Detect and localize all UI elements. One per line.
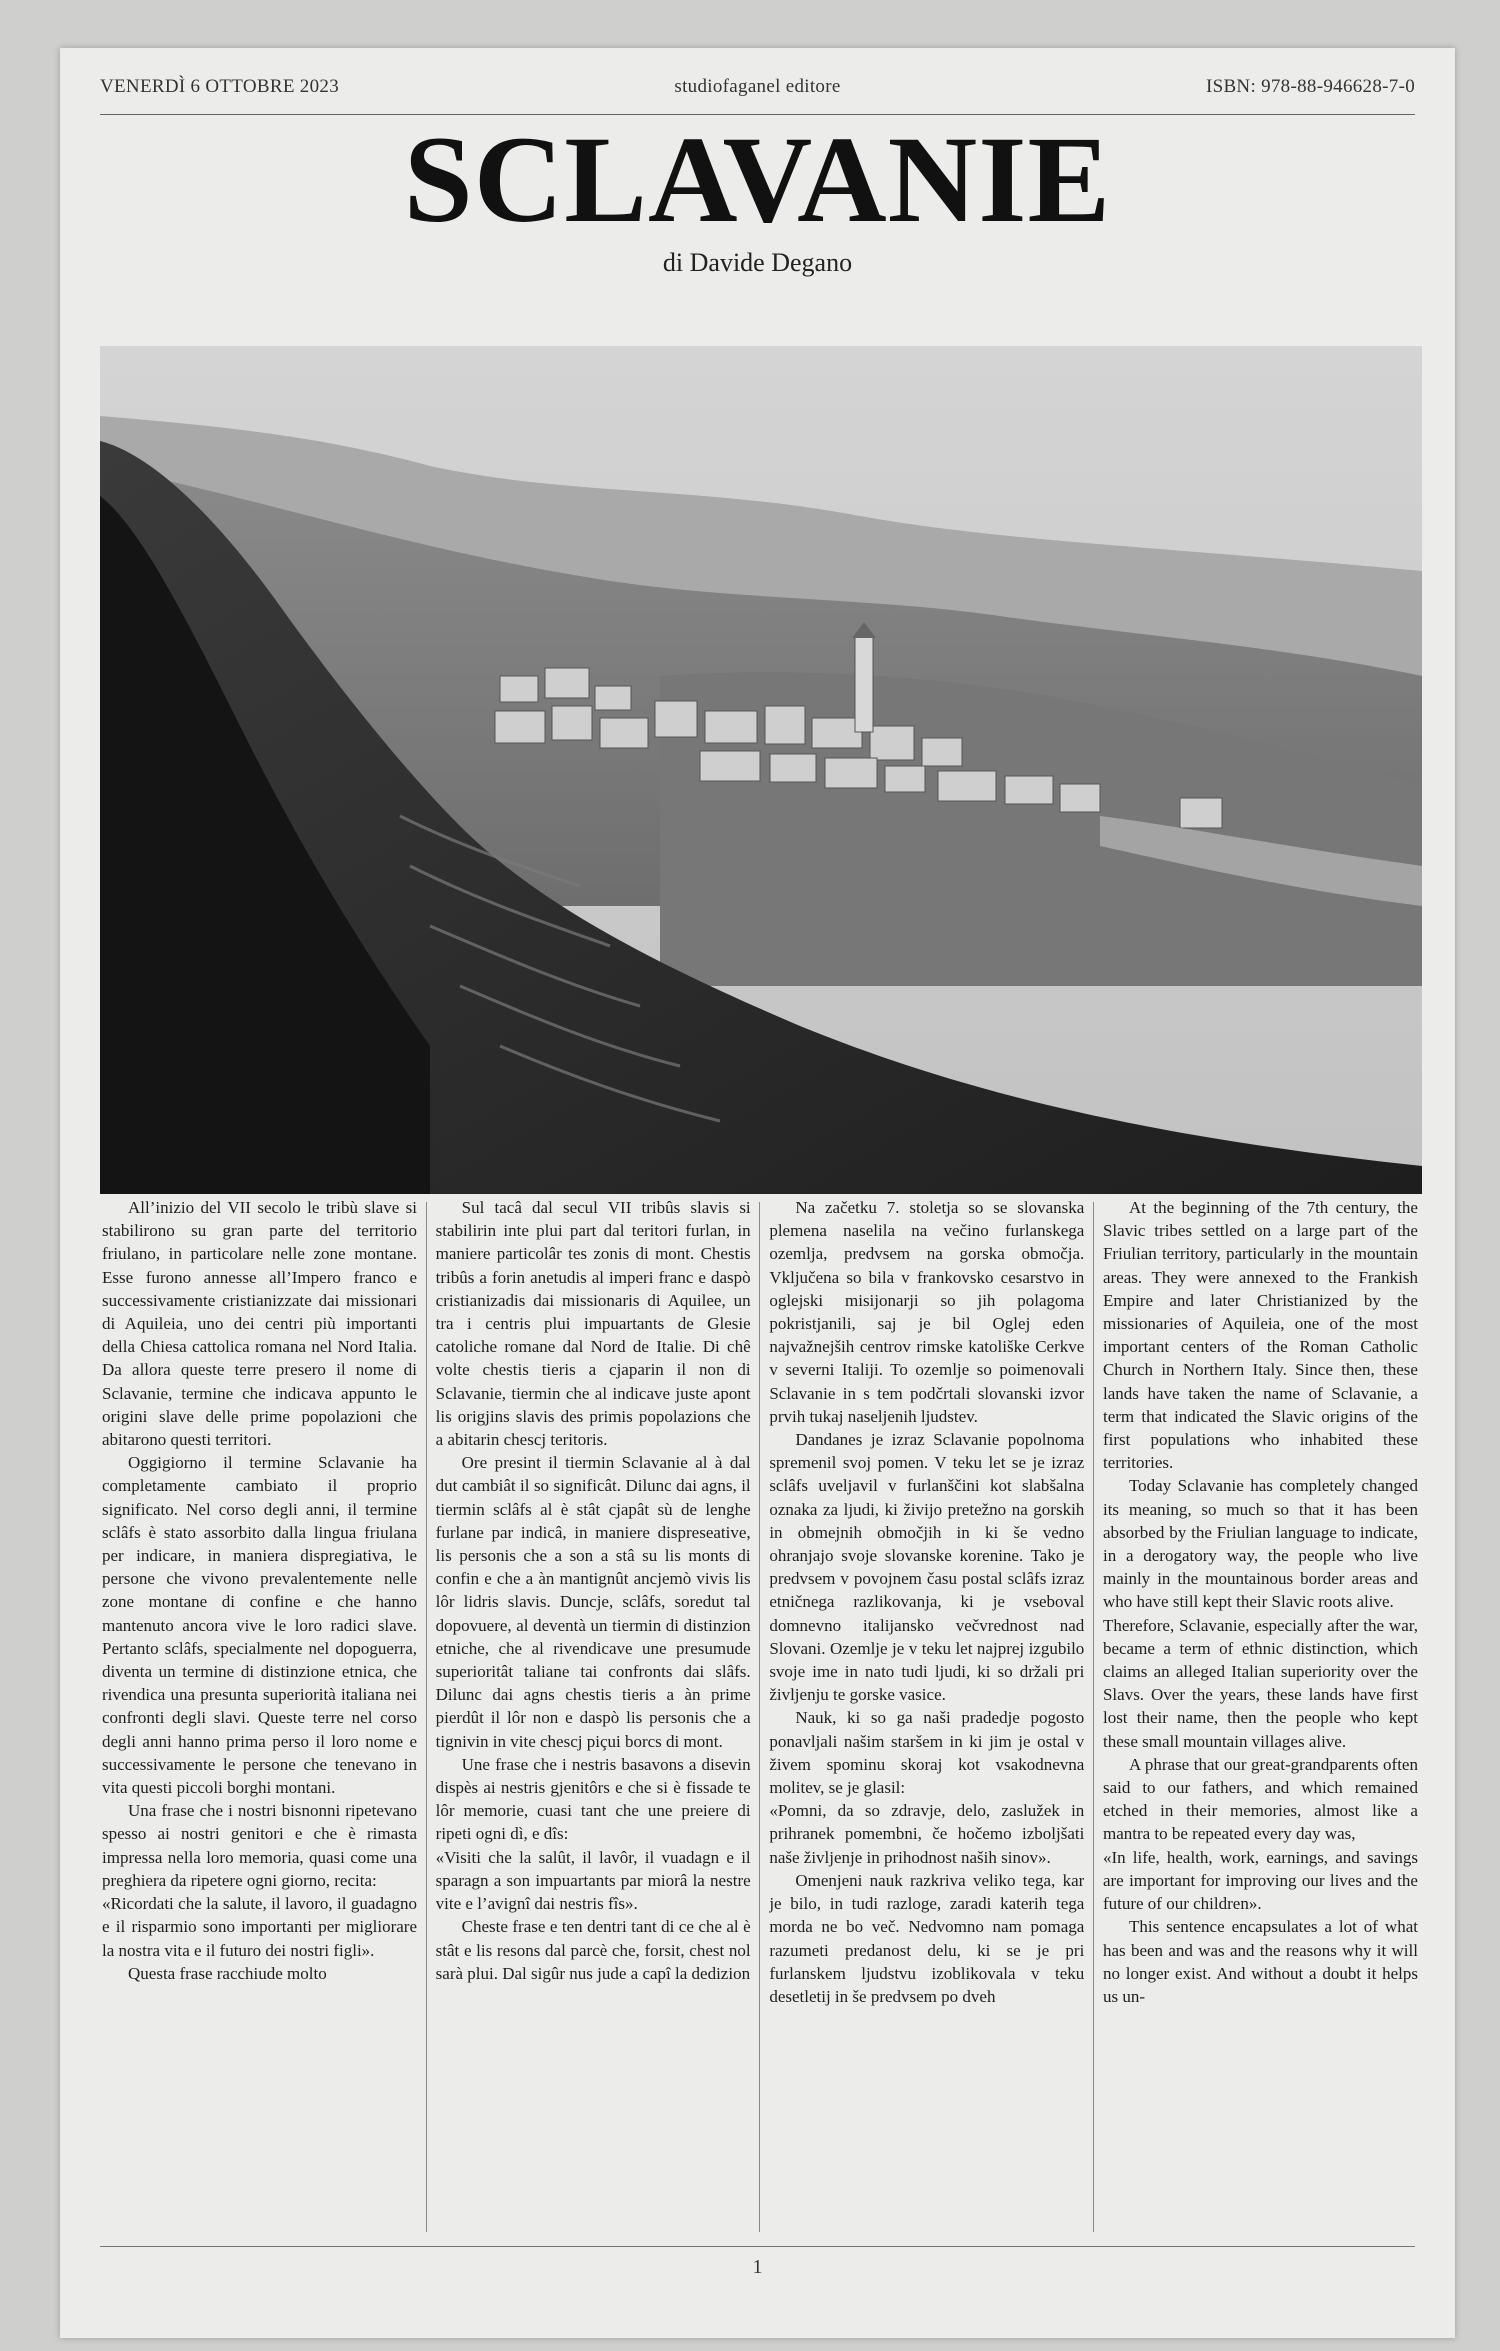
quote-paragraph: «Visiti che la salût, il lavôr, il vuadagn e il sparagn a son impuartants par miorâ la nestre vite e l’avignî dai nestris fîs». — [435, 1847, 751, 1914]
paragraph: Omenjeni nauk razkriva veliko tega, kar je bilo, in tudi razloge, zaradi katerih tega morda ne bo več. Nedvomno nam pomaga razumeti predanost delu, ki se je pri furlanskem ljudstvu izoblikovala v teku desetletij in še predvsem po dveh — [769, 1870, 1085, 2006]
paragraph: All’inizio del VII secolo le tribù slave si stabilirono su gran parte del territorio friulano, in particolare nelle zone montane. Esse furono annesse all’Impero franco e successivamente cristianizzate dai missionari di Aquileia, uno dei centri più importanti della Chiesa cattolica romana nel Nord Italia. Da allora queste terre presero il nome di Sclavanie, termine che indicava appunto le origini slave delle prime popolazioni che abitarono questi territori. — [102, 1198, 417, 1450]
column-divider — [426, 1202, 427, 2232]
footer-rule — [100, 2246, 1415, 2247]
paragraph: Nauk, ki so ga naši pradedje pogosto ponavljali našim staršem in ki jim je ostal v živem spominu skoraj kot vsakodnevna molitev, se je glasil: — [769, 1708, 1085, 1798]
column-italian — [102, 1196, 417, 2236]
newspaper-page — [60, 48, 1455, 2338]
quote-paragraph: «In life, health, work, earnings, and savings are important for improving our lives and the future of our children». — [1102, 1847, 1418, 1914]
page-number: 1 — [752, 2256, 763, 2278]
village-landscape-illustration — [100, 346, 1422, 1194]
article-body — [102, 1196, 1418, 2236]
paragraph: Questa frase racchiude molto — [128, 1963, 327, 1983]
isbn: ISBN: 978-88-946628-7-0 — [1205, 76, 1415, 97]
issue-date: VENERDÌ 6 OTTOBRE 2023 — [100, 76, 339, 97]
publisher-name: studiofaganel editore — [674, 76, 841, 97]
quote-paragraph: «Ricordati che la salute, il lavoro, il guadagno e il risparmio sono importanti per migliorare la nostra vita e il futuro dei nostri figli». — [102, 1894, 417, 1960]
paragraph: Today Sclavanie has completely changed its meaning, so much so that it has been absorbed by the Friulian language to indicate, in a derogatory way, the people who live mainly in the mountainous border areas and who have still kept their Slavic roots alive. — [1102, 1476, 1418, 1612]
village-photo — [100, 346, 1422, 1194]
paragraph: Sul tacâ dal secul VII tribûs slavis si stabilirin inte plui part dal teritori furlan, in maniere particolâr tes zonis di mont. Chestis tribûs a forin anetudis al imperi franc e daspò cristianizadis dai missionaris di Aquilee, un tra i centris plui impuartants de Glesie catoliche romane dal Nord de Italie. Di chê volte chestis tieris a cjaparin il non di Sclavanie, tiermin che al indicave juste apont lis origjins slavis des primis popolazions che a abitarin chescj teritoris. — [435, 1198, 751, 1450]
paragraph: Una frase che i nostri bisnonni ripetevano spesso ai nostri genitori e che è rimasta impressa nella loro memoria, quasi come una preghiera da ripetere ogni giorno, recita: — [102, 1801, 417, 1890]
paragraph: Ore presint il tiermin Sclavanie al à dal dut cambiât il so significât. Dilunc dai agns, il tiermin sclâfs al è stât cjapât sù de lenghe furlane par indicâ, in maniere dispreseative, lis personis che a son a stâ su lis monts di confin e che a àn mantignût ancjemò vivis lis lôr lidris slavis. Duncje, sclâfs, soredut tal dopovuere, al deventà un tiermin di distinzion etniche, che al rivendicave une presumude superioritât taliane tai confronts dai slâfs. Dilunc dai agns chestis tieris a àn prime pierdût il lôr non e daspò lis personis che a tignivin in vite chescj piçui borcs di mont. — [435, 1453, 751, 1751]
paragraph: This sentence encapsulates a lot of what has been and was and the reasons why it will no longer exist. And without a doubt it helps us un- — [1102, 1917, 1418, 2006]
paragraph: Oggigiorno il termine Sclavanie ha completamente cambiato il proprio significato. Nel corso degli anni, il termine sclâfs è stato assorbito dalla lingua friulana per indicare, in maniera dispregiativa, le persone che vivono prevalentemente nelle zone montane di confine e che hanno mantenuto ancora vive le loro radici slave. Pertanto sclâfs, specialmente nel dopoguerra, diventa un termine di distinzione etnica, che rivendica una presunta superiorità italiana nei confronti degli slavi. Queste terre nel corso degli anni hanno prima perso il loro nome e successivamente le persone che tenevano in vita questi piccoli borghi montani. — [102, 1453, 417, 1798]
paragraph: Une frase che i nestris basavons a disevin dispès ai nestris gjenitôrs e che si è fissade te lôr memorie, cuasi tant che une preiere di ripeti ogni dì, e dîs: — [435, 1754, 751, 1844]
paragraph: A phrase that our great-grandparents often said to our fathers, and which remained etched in their memories, almost like a mantra to be repeated every day was, — [1102, 1754, 1418, 1844]
paragraph: Cheste frase e ten dentri tant di ce che al è stât e lis resons dal parcè che, forsit, chest nol sarà plui. Dal sigûr nus jude a capî la dedizion — [435, 1917, 751, 1983]
column-divider — [1093, 1202, 1094, 2232]
column-friulian — [436, 1196, 751, 2236]
paragraph: Therefore, Sclavanie, especially after the war, became a term of ethnic distinction, which claims an alleged Italian superiority over the Slavs. Over the years, these lands have first lost their name, then the people who kept these small mountain villages alive. — [1102, 1615, 1418, 1751]
column-divider — [759, 1202, 760, 2232]
column-english — [1103, 1196, 1418, 2236]
masthead — [100, 76, 1415, 106]
page-title: SCLAVANIE — [403, 111, 1112, 248]
byline: di Davide Degano — [662, 248, 853, 277]
paragraph: At the beginning of the 7th century, the Slavic tribes settled on a large part of the Friulian territory, particularly in the mountain areas. They were annexed to the Frankish Empire and later Christianized by the missionaries of Aquileia, one of the most important centers of the Roman Catholic Church in Northern Italy. Since then, these lands have taken the name of Sclavanie, a term that indicated the Slavic origins of the first populations who inhabited these territories. — [1102, 1198, 1418, 1473]
quote-paragraph: «Pomni, da so zdravje, delo, zaslužek in prihranek pomembni, če hočemo izboljšati naše življenje in prihodnost naših sinov». — [769, 1801, 1085, 1867]
column-slovenian — [769, 1196, 1084, 2236]
paragraph: Dandanes je izraz Sclavanie popolnoma spremenil svoj pomen. V teku let se je izraz sclâfs uveljavil v furlanščini kot slabšalna oznaka za ljudi, ki živijo pretežno na gorskih in obmejnih območjih in ki še vedno ohranjajo svoje slovanske korenine. Tako je predvsem v povojnem času postal sclâfs izraz etničnega razlikovanja, ki je vseboval domnevno italijansko večvrednost nad Slovani. Ozemlje je v teku let najprej izgubilo svoje ime in nato tudi ljudi, ki so držali pri življenju te gorske vasice. — [769, 1430, 1085, 1705]
paragraph: Na začetku 7. stoletja so se slovanska plemena naselila na večino furlanskega ozemlja, predvsem na gorska območja. Vključena so bila v frankovsko cesarstvo in oglejski misijonarji so jih polagoma pokristjanili, saj je bil Oglej eden najvažnejših centrov rimske katoliške Cerkve v severni Italiji. To ozemlje so poimenovali Sclavanie in s tem podčrtali slovanski izvor prvih tukaj naseljenih ljudstev. — [769, 1198, 1085, 1426]
